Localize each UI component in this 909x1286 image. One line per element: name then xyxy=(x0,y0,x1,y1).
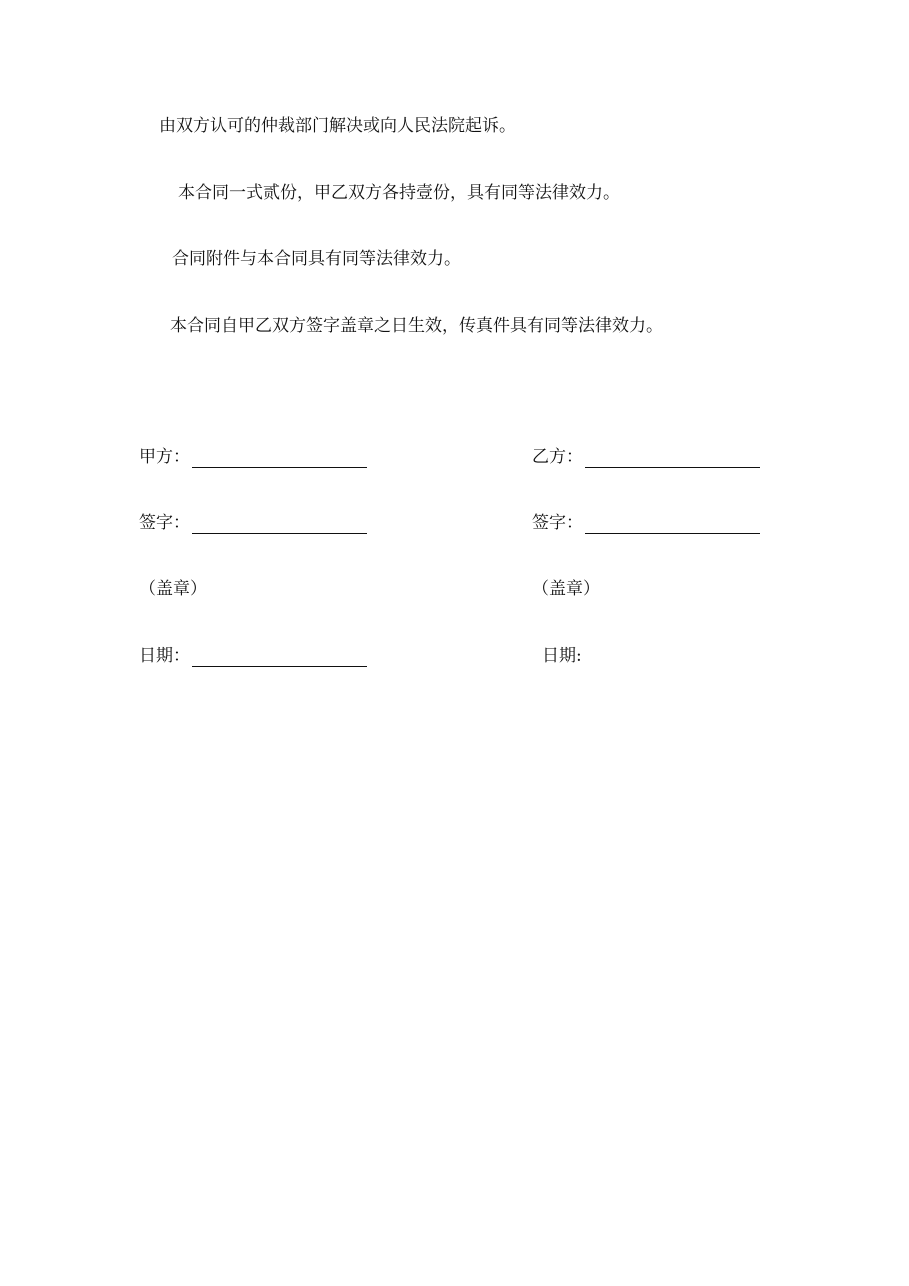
party-b-sign-blank-line[interactable] xyxy=(585,515,760,534)
party-a-date-row xyxy=(139,645,367,667)
paragraph-copies: 本合同一式贰份，甲乙双方各持壹份，具有同等法律效力。 xyxy=(178,183,620,203)
party-a-row xyxy=(139,446,367,468)
party-a-sign-blank-line[interactable] xyxy=(192,515,367,534)
paragraph-arbitration: 由双方认可的仲裁部门解决或向人民法院起诉。 xyxy=(159,116,516,136)
party-b-blank-line[interactable] xyxy=(585,449,760,468)
party-b-row xyxy=(532,446,760,468)
party-b-label: 乙方： xyxy=(532,447,583,467)
party-a-date-blank-line[interactable] xyxy=(192,648,367,667)
party-b-sign-label: 签字： xyxy=(532,513,583,533)
party-b-seal-row xyxy=(532,578,600,600)
party-a-sign-row xyxy=(139,512,367,534)
party-a-seal-row xyxy=(139,578,207,600)
party-b-seal-label: （盖章） xyxy=(532,579,600,599)
party-a-blank-line[interactable] xyxy=(192,449,367,468)
party-a-date-label: 日期： xyxy=(139,646,190,666)
paragraph-attachments: 合同附件与本合同具有同等法律效力。 xyxy=(172,249,461,269)
party-a-sign-label: 签字： xyxy=(139,513,190,533)
party-b-sign-row xyxy=(532,512,760,534)
paragraph-effective: 本合同自甲乙双方签字盖章之日生效，传真件具有同等法律效力。 xyxy=(170,316,663,336)
party-a-seal-label: （盖章） xyxy=(139,579,207,599)
party-b-date-label: 日期: xyxy=(542,646,582,666)
party-a-label: 甲方： xyxy=(139,447,190,467)
party-b-date-row xyxy=(542,645,582,667)
